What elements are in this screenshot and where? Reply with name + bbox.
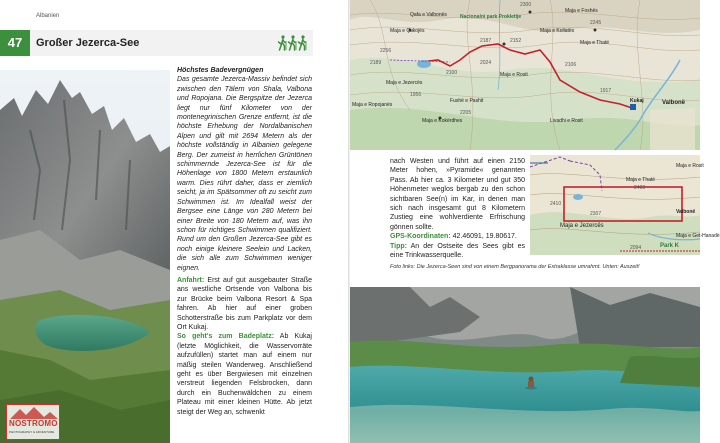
tour-title-bar [0, 30, 313, 56]
map-label: Livadhi e Rosit [550, 118, 583, 124]
topographic-map [350, 0, 700, 150]
map-label: Maja e Çukojës [390, 28, 425, 34]
tour-number: 47 [0, 30, 30, 56]
anfahrt-text: Erst auf gut ausgebauter Straße ans westliche Ortsende von Valbona bis zur Brücke beim Valbona Resort & Spa fahren. Ab hier auf einer groben Schotterstraße bis zum Parkplatz vor dem Ort Kukaj. [177, 276, 312, 331]
logo-text: NOSTROMO [9, 419, 58, 428]
lake-swimmer-photo [350, 287, 700, 443]
hiker-icon [288, 35, 297, 51]
map-number: 1917 [600, 88, 612, 94]
map-number: 2152 [510, 38, 522, 44]
map-label: Kukaj [630, 98, 644, 104]
tip-text: An der Ostseite des Sees gibt es eine Trinkwasserquelle. [390, 242, 525, 260]
inset-label: Maja e Thatë [626, 177, 656, 183]
text-column-right [390, 157, 525, 260]
map-label: Maja e Foshës [565, 8, 598, 14]
inset-label: Maja e Jezercës [560, 223, 604, 229]
left-page [0, 0, 350, 443]
map-number: 2245 [590, 20, 602, 26]
inset-number: 2094 [630, 245, 642, 251]
continuation-text: nach Westen und führt auf einen 2150 Meter hohen, »Pyramide« genannten Pass. Ab hier ca. 3 Kilometer und gut 350 Höhenmeter weglos bergab zu den schon sichtbaren See(n) im Kar, in denen man sich nach insgesamt gut 8 Kilometern Zustieg eine wohlverdiente Erfrischung gönnen sollte. [390, 158, 525, 231]
inset-number: 2307 [590, 211, 602, 217]
badeplatz-label: So geht's zum Badeplatz: [177, 333, 275, 341]
badeplatz-paragraph [177, 332, 312, 417]
map-number: 2100 [446, 70, 458, 76]
map-label: Maja e Thatë [580, 40, 610, 46]
right-page [350, 0, 720, 443]
nostromo-logo [6, 404, 60, 440]
badeplatz-text: Ab Kukaj (letzte Möglichkeit, die Wasservorräte aufzufüllen) startet man auf einem nur mäßig steilen Wanderweg. Anschließend geht es über Bergwiesen mit einzelnen verstreut liegenden Felsbrocken, dann durch ein Buchenwäldchen zu einem Plateau mit einer kleinen Hütte. Ab jetzt steigt der Weg an, schwenkt [177, 333, 312, 416]
map-label: Qafa e Valbonës [410, 12, 447, 18]
photo-caption: Foto links: Die Jezerca-Seen sind von einem Bergpanorama der Extraklasse umrahmt. Unten: Auszeit! [390, 264, 640, 270]
map-number: 2187 [480, 38, 492, 44]
map-number: 2300 [520, 2, 532, 8]
map-label: Nacionalni park Prokletije [460, 14, 522, 20]
map-label: Maja e Ropojanës [352, 102, 393, 108]
tip-label: Tipp: [390, 242, 407, 250]
inset-label: Park K [660, 243, 680, 249]
map-label: Fushë e Pashit [450, 98, 484, 104]
gps-value: 42.46091, 19.80617. [452, 233, 517, 241]
hiker-icon [278, 35, 287, 51]
map-label: Maja e Rosit [500, 72, 528, 78]
map-number: 2024 [480, 60, 492, 66]
map-number: 2205 [460, 110, 472, 116]
logo-subtext: PHOTOGRAPHY & ADVENTURE [9, 430, 55, 434]
gps-label: GPS-Koordinaten: [390, 233, 451, 241]
map-number: 2106 [565, 62, 577, 68]
inset-label: Valbonë [676, 209, 696, 215]
map-label: Maja e Kollatës [540, 28, 575, 34]
intro-text: Das gesamte Jezerca-Massiv befindet sich zwischen den Tälern von Shala, Valbona und Ropojana. Die Bergspitze der Jezerca liegt nur fünf Kilometer von der montenegrinischen Grenze entfernt, ist die höchste Erhebung der Nordalbanischen Alpen und gilt mit 2694 Metern als der höchste vollständig in Albanien gelegene Berg. Der zumeist in herrlichen Grüntönen schimmernde Jezerca-See ist für die Höhenlage von 1800 Metern erstaunlich warm. Dies rührt daher, dass er ziemlich seicht, ja im Spätsommer oft zu seicht zum Schwimmen ist. Im Idealfall weist der Bergsee eine Länge von 280 Metern bei einer Breite von 180 Metern auf, was ihn schon für richtiges Schwimmen qualifiziert. Rund um den Großen Jezerca-See gibt es noch einige kleinere Seelein und Lacken, die sich alle zum Schwimmen weniger eignen. [177, 76, 312, 272]
hiker-icon [298, 35, 307, 51]
map-label: Maja e Kokërdhes [422, 118, 463, 124]
tour-title: Großer Jezerca-See [36, 37, 140, 49]
tip-line [390, 242, 525, 261]
hiker-icons [278, 35, 307, 51]
anfahrt-label: Anfahrt: [177, 276, 205, 284]
map-label: Maja e Jezercës [386, 80, 423, 86]
gps-line [390, 232, 525, 241]
inset-map [530, 155, 720, 255]
map-number: 1956 [410, 92, 422, 98]
map-label: Valbonë [662, 100, 686, 106]
map-number: 2189 [370, 60, 382, 66]
anfahrt-paragraph [177, 276, 312, 332]
country-label: Albanien [36, 13, 60, 19]
inset-label: Maja e Rosit [676, 163, 704, 169]
inset-number: 2410 [550, 201, 562, 207]
map-number: 2256 [380, 48, 392, 54]
text-column-left [177, 66, 312, 417]
inset-label: Maja e Get-Hanadë [676, 233, 720, 239]
intro-heading: Höchstes Badevergnügen [177, 67, 264, 74]
mountain-lake-photo [0, 70, 170, 443]
inset-number: 2400 [634, 185, 646, 191]
